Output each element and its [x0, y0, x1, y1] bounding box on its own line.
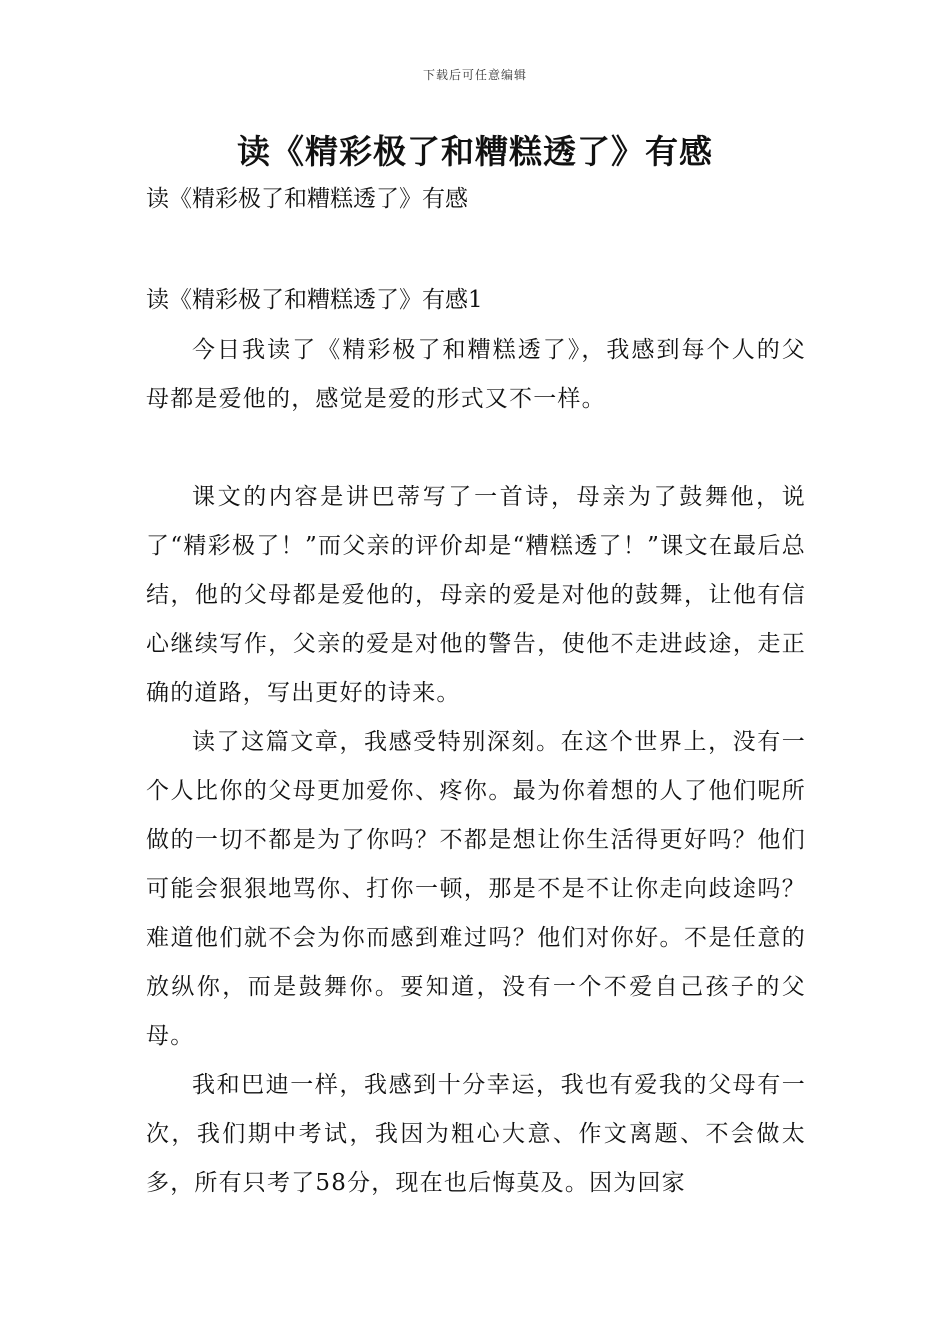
- paragraph-reflection: 读了这篇文章，我感受特别深刻。在这个世界上，没有一个人比你的父母更加爱你、疼你。最为你着想的人了他们呢所做的一切不都是为了你吗？不都是想让你生活得更好吗？他们可能会狠狠地骂你、打你一顿，那是不是不让你走向歧途吗？难道他们就不会为你而感到难过吗？他们对你好。不是任意的放纵你，而是鼓舞你。要知道，没有一个不爱自己孩子的父母。: [146, 729, 806, 1049]
- paragraph-personal: 我和巴迪一样，我感到十分幸运，我也有爱我的父母有一次，我们期中考试，我因为粗心大意、作文离题、不会做太多，所有只考了58分，现在也后悔莫及。因为回家: [146, 1072, 806, 1196]
- document-subtitle: 读《精彩极了和糟糕透了》有感: [146, 186, 468, 212]
- header-note: 下载后可任意编辑: [422, 68, 527, 82]
- paragraph-summary: 课文的内容是讲巴蒂写了一首诗，母亲为了鼓舞他，说了“精彩极了！”而父亲的评价却是“糟糕透了！”课文在最后总结，他的父母都是爱他的，母亲的爱是对他的鼓舞，让他有信心继续写作，父亲的爱是对他的警告，使他不走进歧途，走正确的道路，写出更好的诗来。: [146, 484, 806, 706]
- paragraph-intro: 今日我读了《精彩极了和糟糕透了》，我感到每个人的父母都是爱他的，感觉是爱的形式又不一样。: [146, 337, 806, 412]
- document-title: 读《精彩极了和糟糕透了》有感: [237, 132, 713, 171]
- section-heading: 读《精彩极了和糟糕透了》有感1: [146, 287, 483, 313]
- essay-body: [146, 326, 806, 1208]
